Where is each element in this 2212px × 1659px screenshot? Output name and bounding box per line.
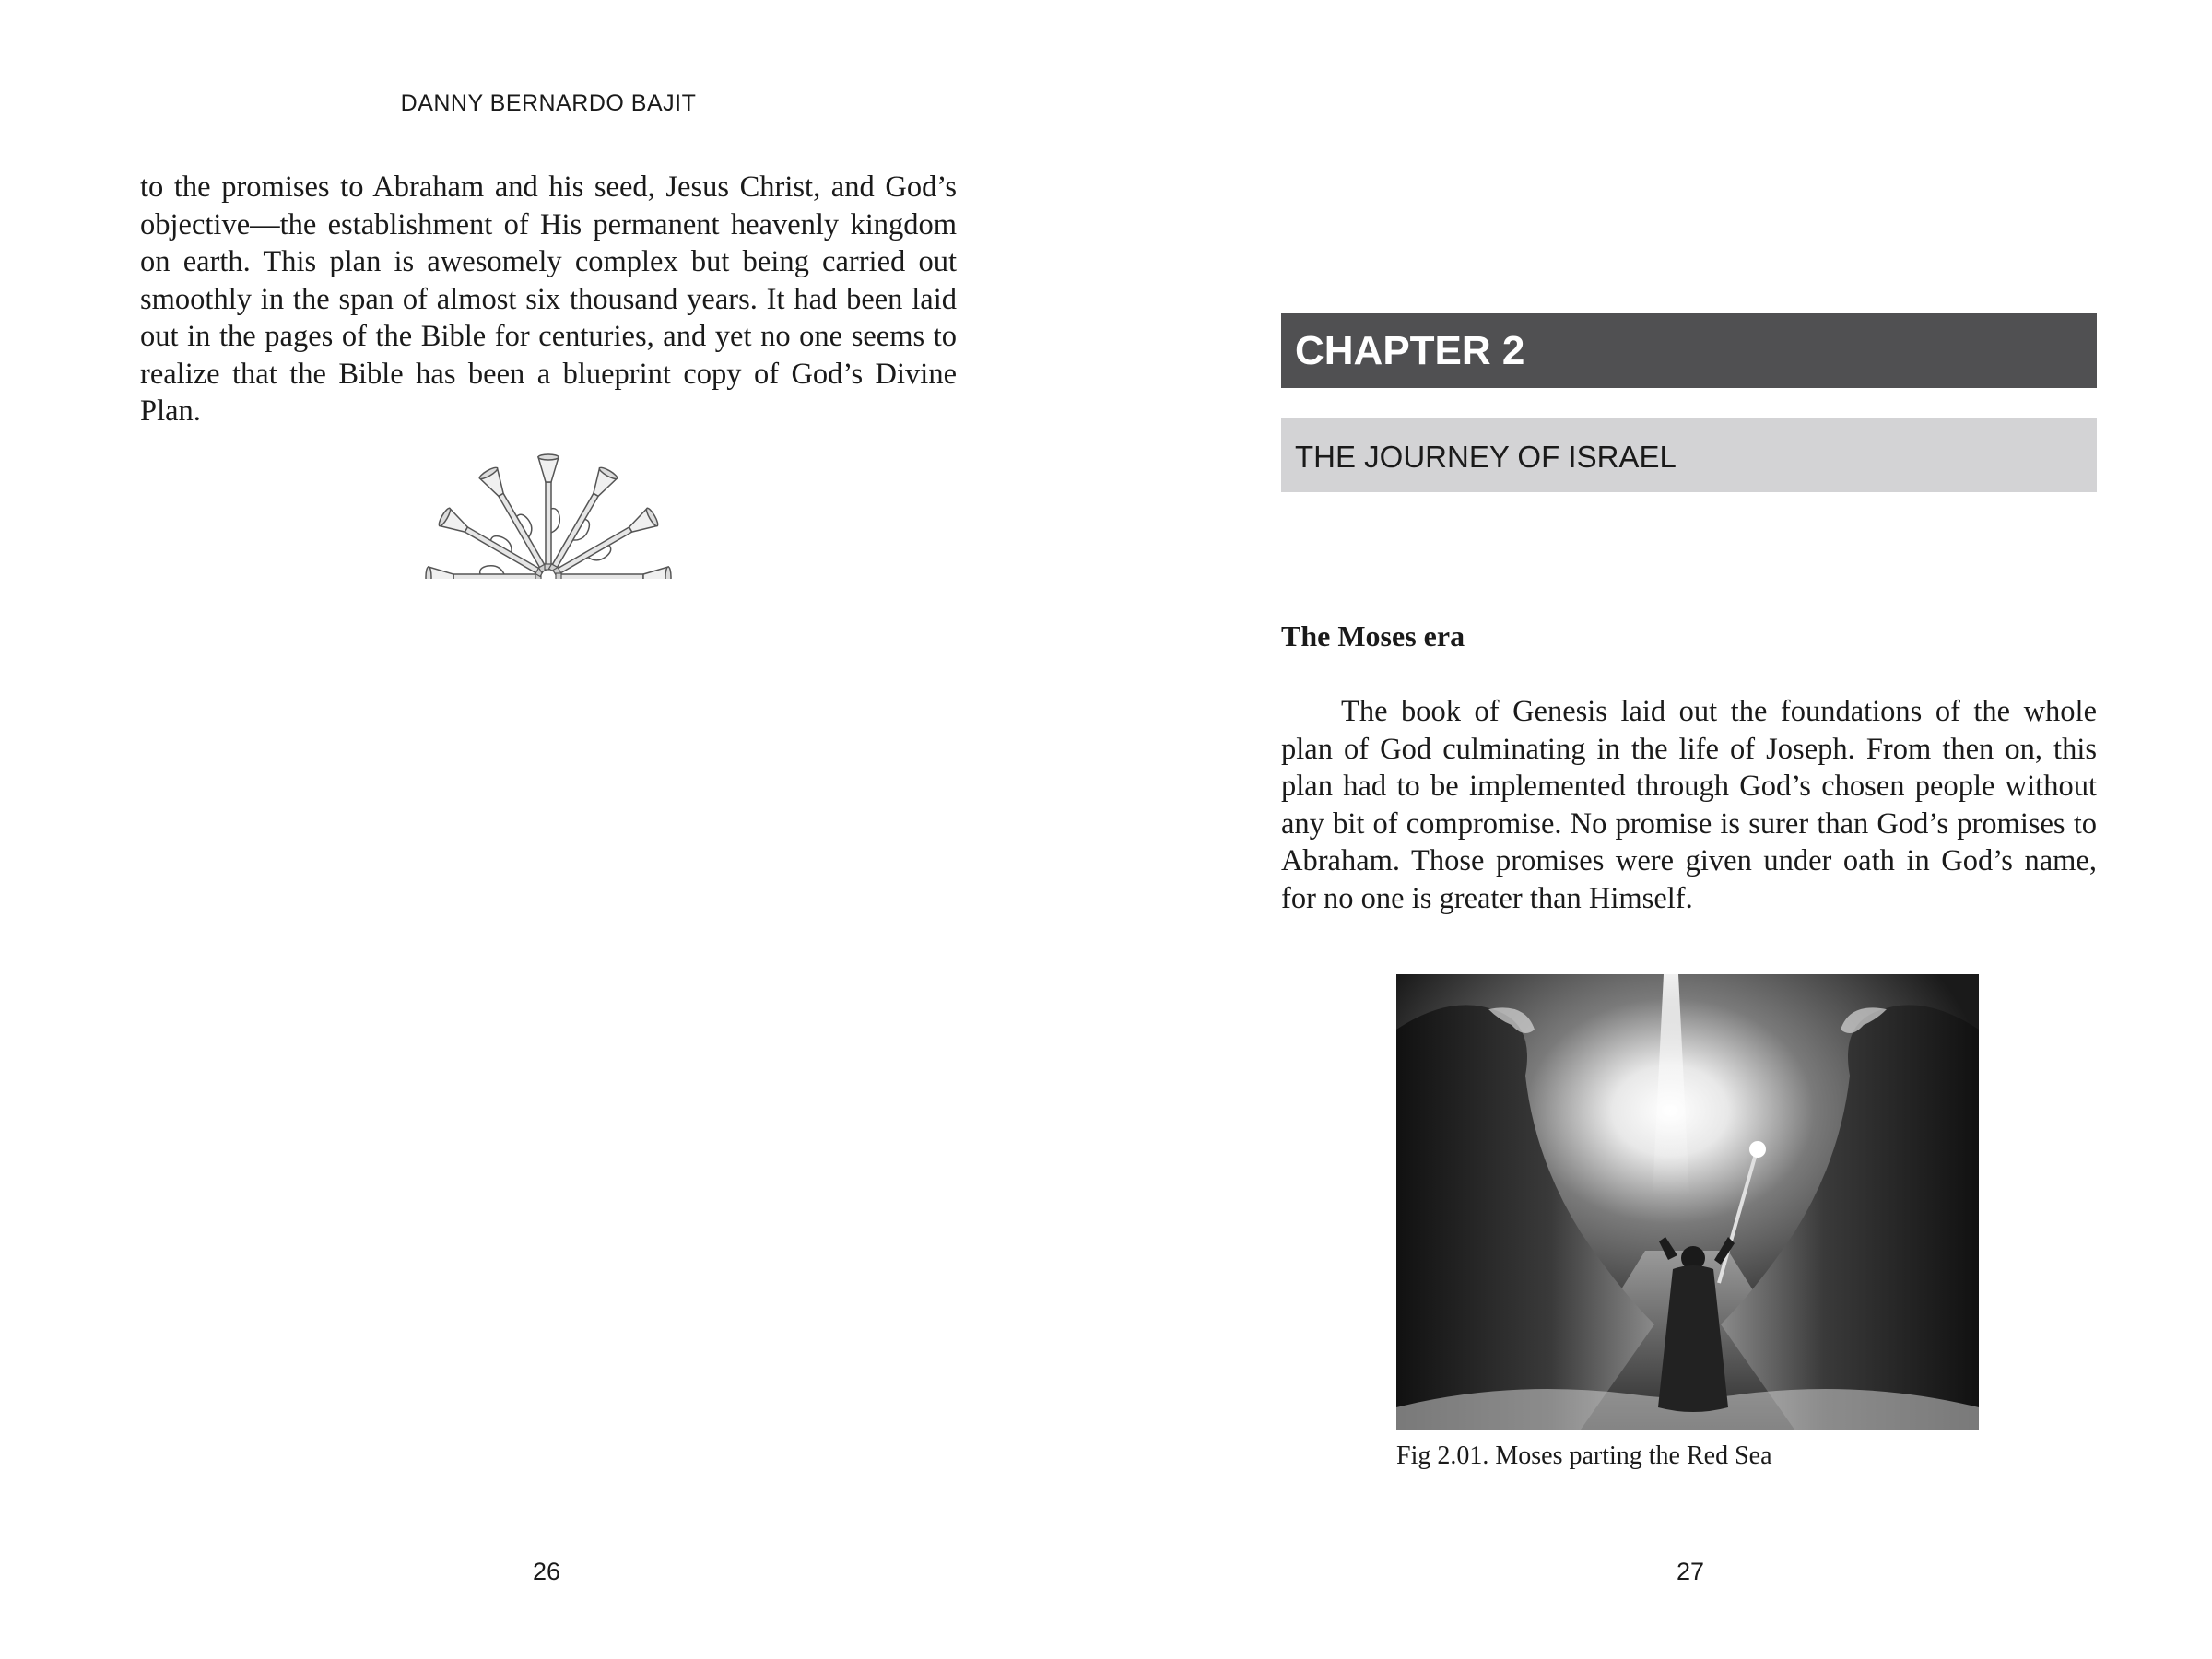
page-number: 26 bbox=[532, 1558, 561, 1585]
body-paragraph: The book of Genesis laid out the foundations of the whole plan of God culminating in the life of Joseph. From then on, this plan had to be implemented through God’s chosen people without any bit of compromise. No promise is surer than God’s promises to Abraham. Those promises were given under oath in God’s name, for no one is greater than Himself. bbox=[1281, 695, 2097, 915]
running-head: DANNY BERNARDO BAJIT bbox=[400, 90, 697, 116]
chapter-label: CHAPTER 2 bbox=[1281, 313, 2097, 388]
chapter-title: THE JOURNEY OF ISRAEL bbox=[1281, 418, 2097, 492]
figure-caption: Fig 2.01. Moses parting the Red Sea bbox=[1396, 1441, 1772, 1470]
section-heading: The Moses era bbox=[1281, 619, 1465, 653]
moses-parting-sea-illustration bbox=[1396, 974, 1979, 1430]
page-number: 27 bbox=[1676, 1558, 1705, 1585]
body-paragraph: to the promises to Abraham and his seed, Jesus Christ, and God’s objective—the establishment of His permanent heavenly kingdom on earth. This plan is awesomely complex but being carried out smoothly in the span of almost six thousand years. It had been laid out in the pages of the Bible for centuries, and yet no one seems to realize that the Bible has been a blueprint copy of God’s Divine Plan. bbox=[140, 171, 957, 428]
trumpets-ornament-icon bbox=[419, 431, 677, 579]
